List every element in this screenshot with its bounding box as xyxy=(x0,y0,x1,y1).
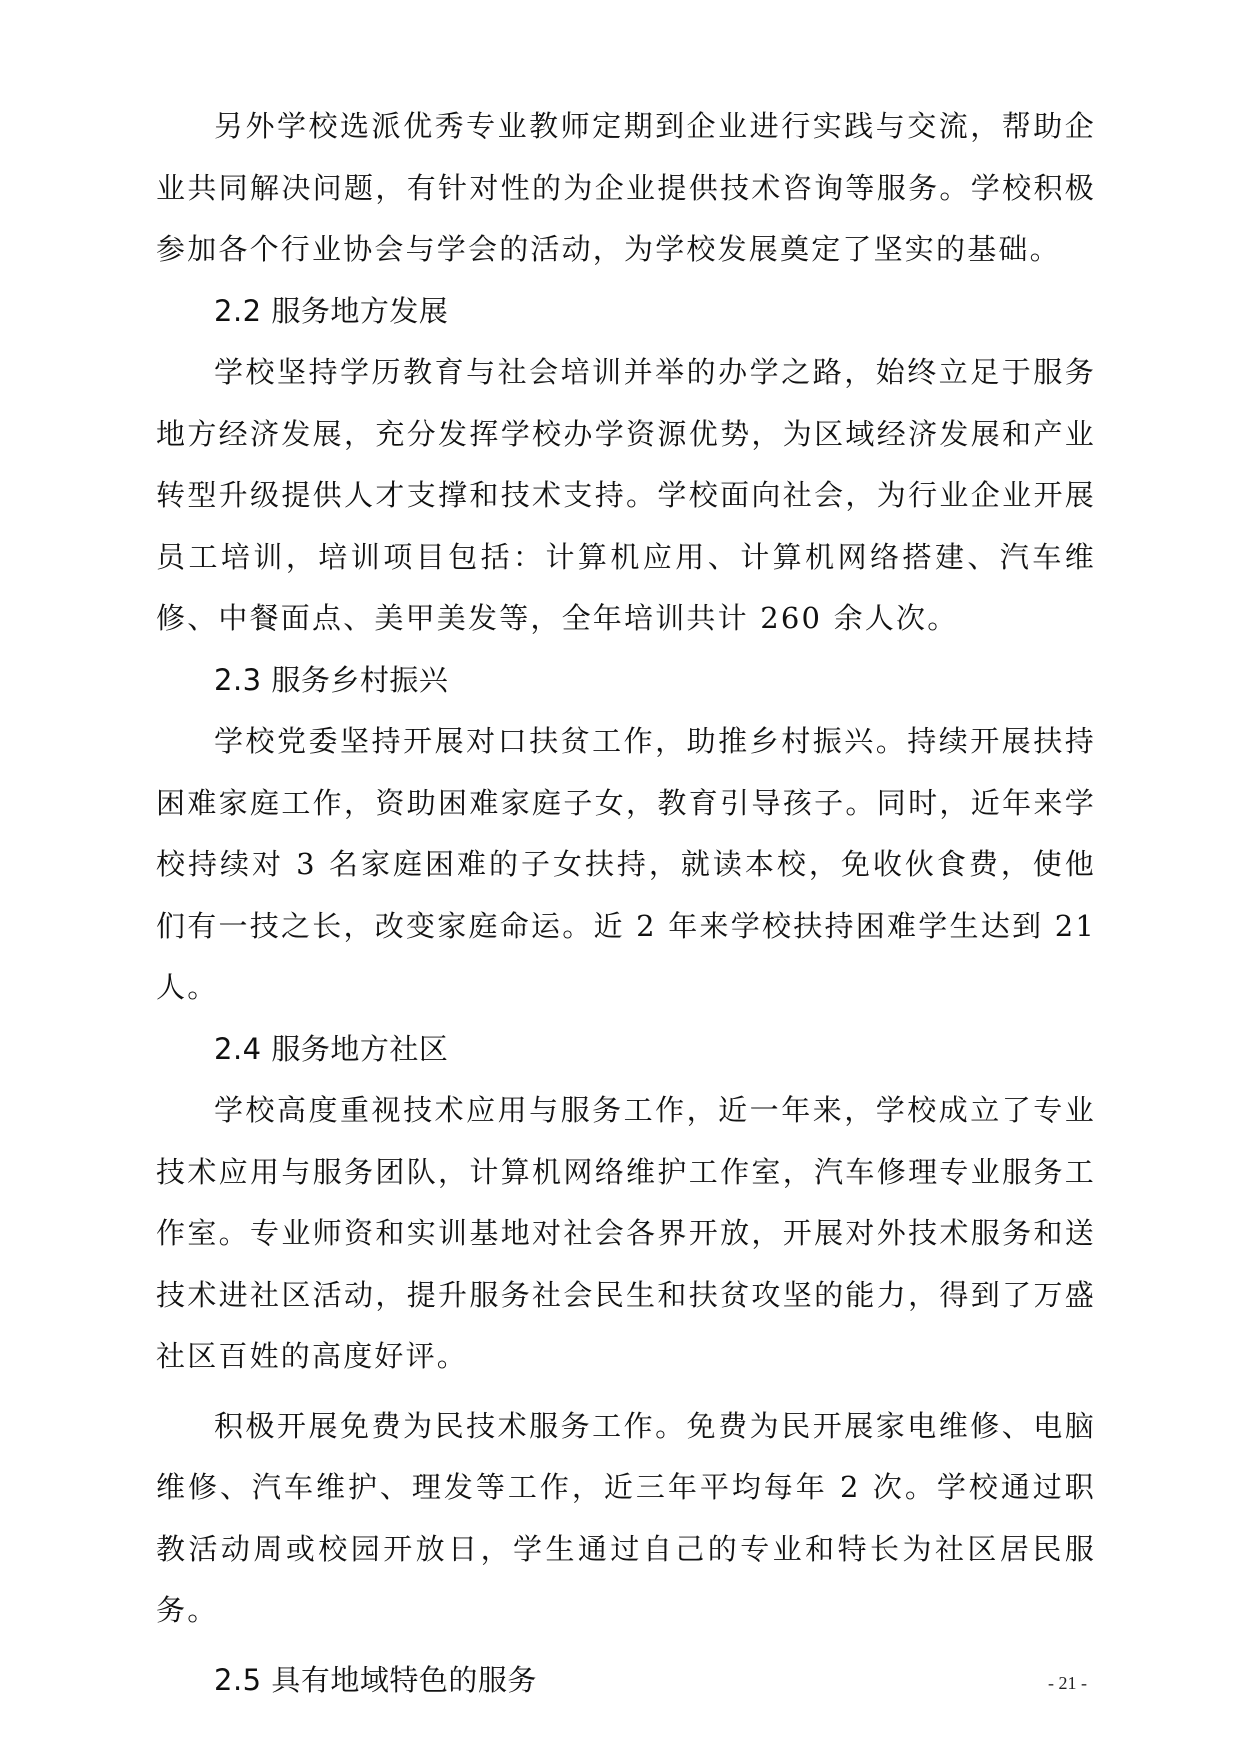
document-body xyxy=(156,96,1096,1711)
paragraph-enterprise-exchange: 另外学校选派优秀专业教师定期到企业进行实践与交流，帮助企业共同解决问题，有针对性的为企业提供技术咨询等服务。学校积极参加各个行业协会与学会的活动，为学校发展奠定了坚实的基础。 xyxy=(156,109,1096,266)
paragraph-free-technical-service: 积极开展免费为民技术服务工作。免费为民开展家电维修、电脑维修、汽车维护、理发等工作，近三年平均每年 2 次。学校通过职教活动周或校园开放日，学生通过自己的专业和特长为社区居民服务。 xyxy=(156,1408,1096,1627)
paragraph-community-service: 学校高度重视技术应用与服务工作，近一年来，学校成立了专业技术应用与服务团队，计算机网络维护工作室，汽车修理专业服务工作室。专业师资和实训基地对社会各界开放，开展对外技术服务和送技术进社区活动，提升服务社会民生和扶贫攻坚的能力，得到了万盛社区百姓的高度好评。 xyxy=(156,1093,1096,1373)
paragraph-rural-revitalization: 学校党委坚持开展对口扶贫工作，助推乡村振兴。持续开展扶持困难家庭工作，资助困难家庭子女，教育引导孩子。同时，近年来学校持续对 3 名家庭困难的子女扶持，就读本校，免收伙食费，使他们有一技之长，改变家庭命运。近 2 年来学校扶持困难学生达到 21 人。 xyxy=(156,724,1096,1004)
heading-2-3: 2.3 服务乡村振兴 xyxy=(214,662,449,697)
heading-2-5: 2.5 具有地域特色的服务 xyxy=(214,1662,537,1697)
page-number: - 21 - xyxy=(1048,1673,1087,1693)
paragraph-local-development: 学校坚持学历教育与社会培训并举的办学之路，始终立足于服务地方经济发展，充分发挥学校办学资源优势，为区域经济发展和产业转型升级提供人才支撑和技术支持。学校面向社会，为行业企业开展员工培训，培训项目包括：计算机应用、计算机网络搭建、汽车维修、中餐面点、美甲美发等，全年培训共计 260 余人次。 xyxy=(156,355,1096,635)
heading-2-2: 2.2 服务地方发展 xyxy=(214,293,449,328)
heading-2-4: 2.4 服务地方社区 xyxy=(214,1031,449,1066)
